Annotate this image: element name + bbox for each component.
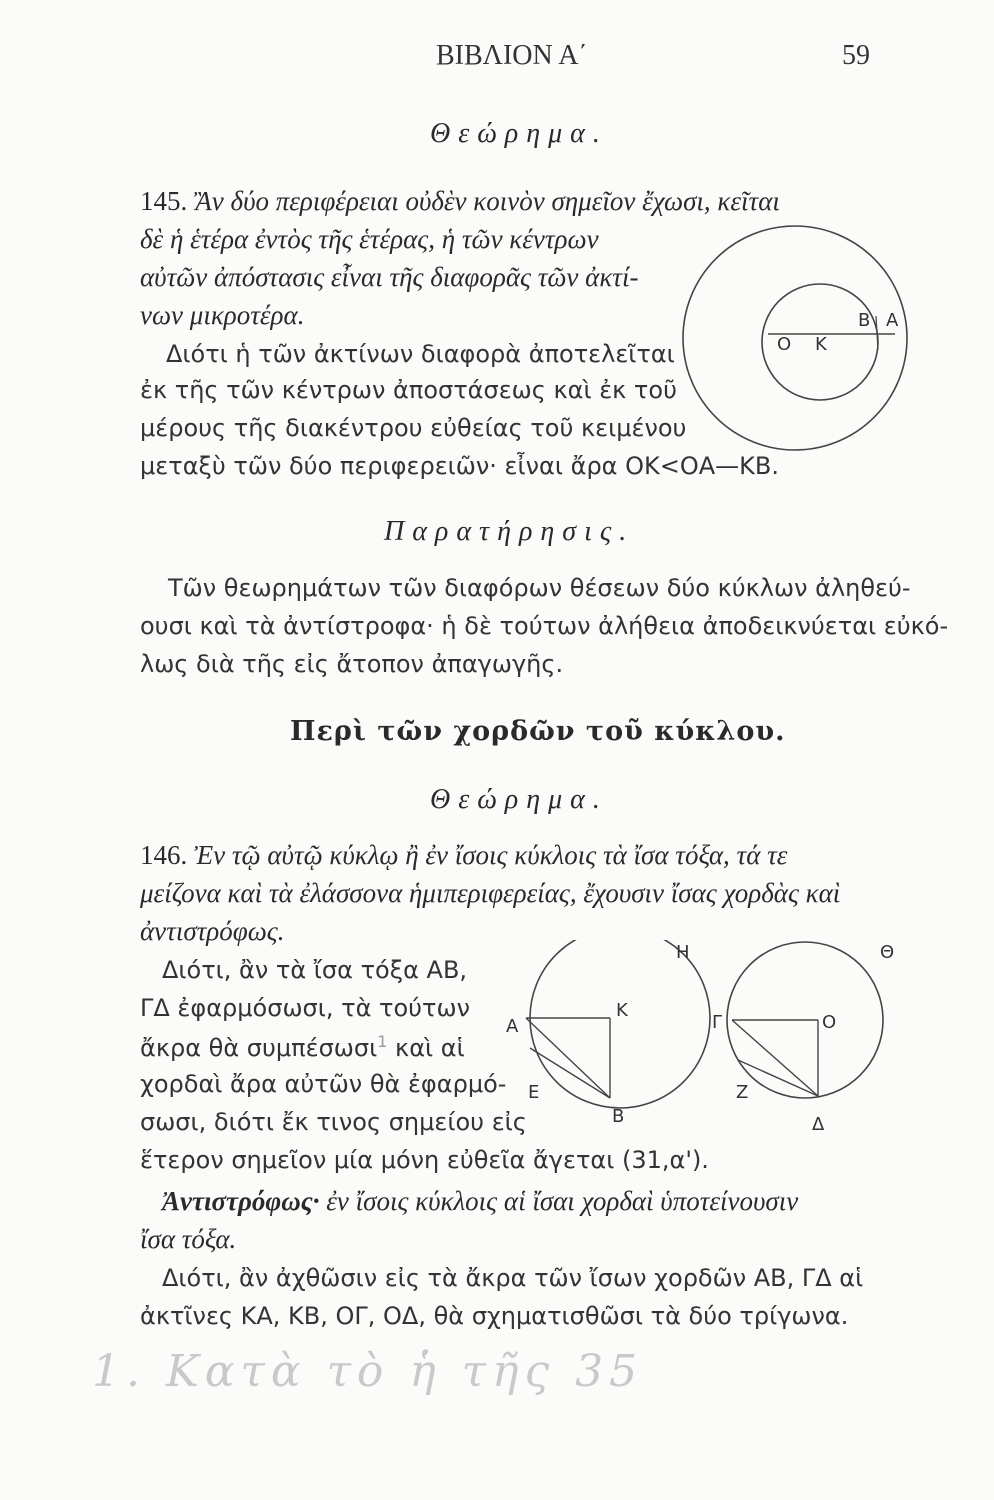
theorem-146-proof-line-4: χορδαὶ ἄρα αὐτῶν θὰ ἐφαρμό-: [140, 1070, 507, 1098]
chord-eb: [530, 1048, 610, 1098]
converse-label: Ἀντιστρόφως·: [162, 1186, 320, 1216]
label-o: Ο: [777, 334, 792, 355]
theorem-146-figure: [500, 940, 920, 1140]
theorem-145-proof-line-4: μεταξὺ τῶν δύο περιφερειῶν· εἶναι ἄρα ΟΚ<ΟΑ—ΚΒ.: [140, 452, 779, 480]
theorem-145-statement-line-1: [140, 186, 780, 217]
theorem-146-proof-line-2: ΓΔ ἐφαρμόσωσι, τὰ τούτων: [140, 994, 470, 1022]
converse-statement-line-2: ἴσα τόξα.: [140, 1224, 237, 1254]
label-b: Β: [612, 1106, 625, 1127]
remark-line-3: λως διὰ τῆς εἰς ἄτοπον ἀπαγωγῆς.: [140, 650, 564, 678]
theorem-146-statement-line-1: [140, 840, 787, 871]
outer-circle: [683, 226, 907, 450]
theorem-146-proof-line-5: σωσι, διότι ἔκ τινος σημείου εἰς: [140, 1108, 527, 1136]
label-d: Δ: [812, 1114, 825, 1135]
remark-line-2: ουσι καὶ τὰ ἀντίστροφα· ἡ δὲ τούτων ἀλήθεια ἀποδεικνύεται εὐκό-: [140, 612, 949, 640]
label-theta: Θ: [880, 942, 895, 963]
theorem-145-statement-line-2: δὲ ἡ ἑτέρα ἐντὸς τῆς ἑτέρας, ἡ τῶν κέντρων: [140, 224, 599, 254]
label-h: Η: [676, 942, 690, 963]
theorem-145-proof-line-3: μέρους τῆς διακέντρου εὐθείας τοῦ κειμένου: [140, 414, 687, 442]
proof-text-continued: καὶ αἱ: [395, 1034, 465, 1062]
label-b: Β: [858, 310, 871, 331]
label-z: Ζ: [736, 1082, 749, 1103]
theorem-146-proof-line-3: [140, 1032, 465, 1062]
statement-text: Ἐν τῷ αὐτῷ κύκλῳ ἢ ἐν ἴσοις κύκλοις τὰ ἴσα τόξα, τά τε: [194, 840, 788, 870]
chord-zd: [738, 1060, 818, 1096]
theorem-number: 145.: [140, 186, 188, 216]
running-header: ΒΙΒΛΙΟΝ Α΄: [436, 40, 588, 71]
proof-text: ἄκρα θὰ συμπέσωσι: [140, 1034, 378, 1062]
label-e: Ε: [528, 1082, 540, 1103]
label-a: Α: [886, 310, 899, 331]
page-number: 59: [842, 40, 870, 71]
theorem-145-statement-line-3: αὐτῶν ἀπόστασις εἶναι τῆς διαφορᾶς τῶν ἀκτί-: [140, 262, 639, 292]
converse-text: ἐν ἴσοις κύκλοις αἱ ἴσαι χορδαὶ ὑποτείνουσιν: [326, 1186, 799, 1216]
label-o: Ο: [822, 1012, 837, 1033]
statement-text: Ἂν δύο περιφέρειαι οὐδὲν κοινὸν σημεῖον ἔχωσι, κεῖται: [194, 186, 780, 216]
label-a: Α: [506, 1016, 519, 1037]
remark-line-1: Τῶν θεωρημάτων τῶν διαφόρων θέσεων δύο κύκλων ἀληθεύ-: [168, 574, 911, 602]
theorem-145-proof-line-2: ἐκ τῆς τῶν κέντρων ἀποστάσεως καὶ ἐκ τοῦ: [140, 376, 677, 404]
label-k: Κ: [616, 1000, 628, 1021]
theorem-146-proof-line-1: Διότι, ἂν τὰ ἴσα τόξα ΑΒ,: [162, 956, 468, 984]
label-k: Κ: [815, 334, 827, 355]
circle-k: [530, 940, 710, 1108]
theorem-146-statement-line-3: ἀντιστρόφως.: [140, 916, 285, 946]
converse-statement-line-1: [162, 1186, 798, 1217]
theorem-146-statement-line-2: μείζονα καὶ τὰ ἐλάσσονα ἡμιπεριφερείας, ἔχουσιν ἴσας χορδὰς καὶ: [140, 878, 841, 908]
theorem-146-title: Θεώρημα.: [430, 784, 608, 815]
label-g: Γ: [712, 1012, 723, 1033]
theorem-number: 146.: [140, 840, 188, 870]
remark-title: Παρατήρησις.: [384, 516, 635, 547]
theorem-145-proof-line-1: Διότι ἡ τῶν ἀκτίνων διαφορὰ ἀποτελεῖται: [166, 340, 675, 368]
converse-proof-line-2: ἀκτῖνες ΚΑ, ΚΒ, ΟΓ, ΟΔ, θὰ σχηματισθῶσι τὰ δύο τρίγωνα.: [140, 1302, 849, 1330]
theorem-146-proof-line-6: ἕτερον σημεῖον μία μόνη εὐθεῖα ἄγεται (31,α').: [140, 1146, 709, 1174]
converse-proof-line-1: Διότι, ἂν ἀχθῶσιν εἰς τὰ ἄκρα τῶν ἴσων χορδῶν ΑΒ, ΓΔ αἱ: [162, 1264, 864, 1292]
theorem-145-figure: [680, 220, 920, 470]
section-heading: Περὶ τῶν χορδῶν τοῦ κύκλου.: [290, 716, 786, 747]
footnote-marker: 1: [377, 1032, 388, 1051]
theorem-145-statement-line-4: νων μικροτέρα.: [140, 300, 305, 330]
theorem-145-title: Θεώρημα.: [430, 118, 608, 149]
handwritten-footnote: 1. Κατὰ τὸ ἡ τῆς 35: [92, 1346, 644, 1397]
